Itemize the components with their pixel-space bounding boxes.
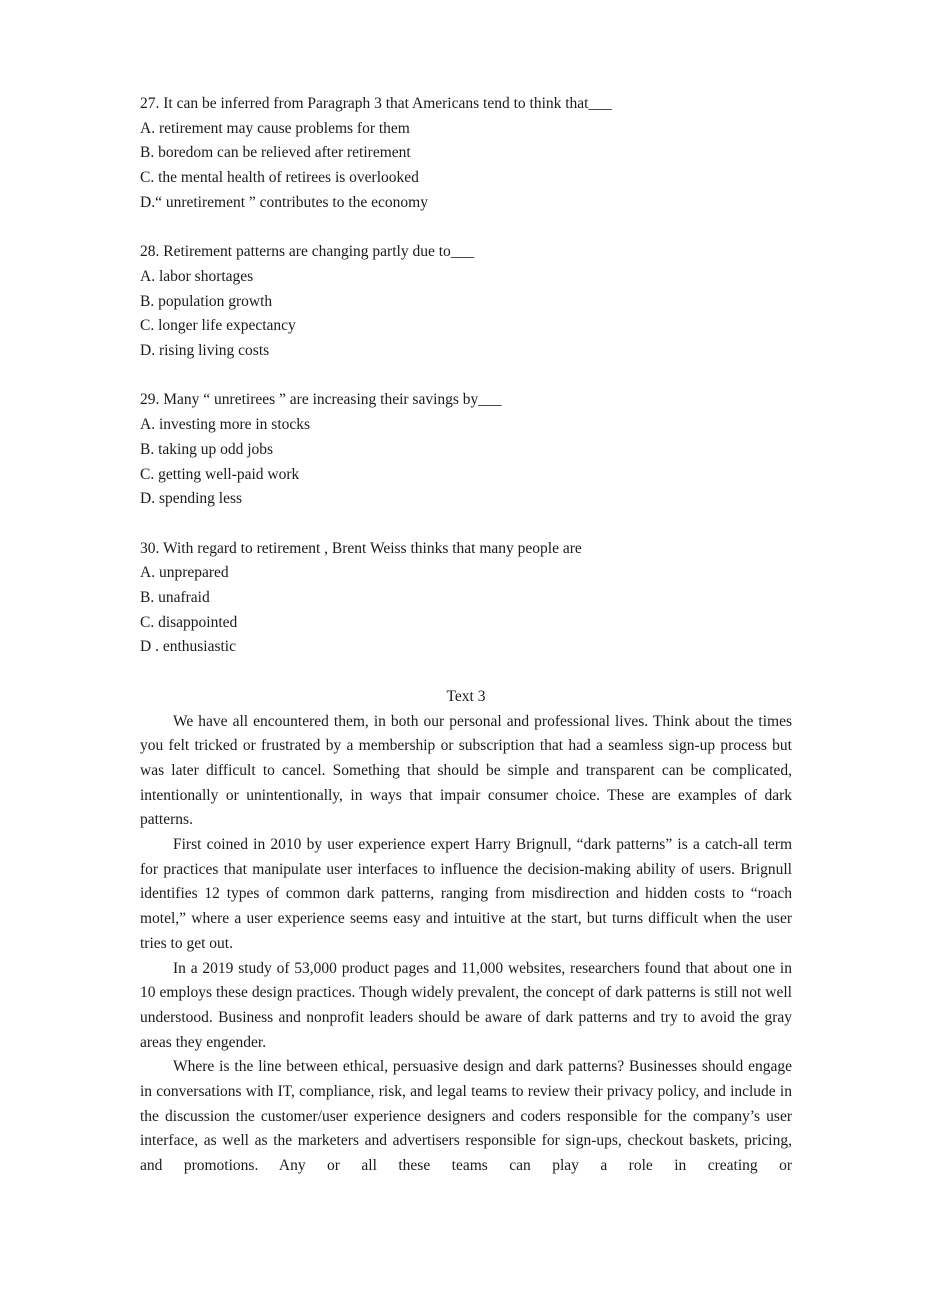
- question-30: [140, 537, 792, 661]
- question-option: C. longer life expectancy: [140, 317, 296, 335]
- question-option: B. unafraid: [140, 589, 210, 607]
- passage-paragraph: Where is the line between ethical, persuasive design and dark patterns? Businesses should engage in conversations with IT, compliance, risk, and legal teams to review their privacy policy, and include in the discussion the customer/user experience designers and coders responsible for the company’s user interface, as well as the marketers and advertisers responsible for sign-ups, checkout baskets, pricing, and promotions. Any or all these teams can play a role in creating or: [140, 1058, 792, 1175]
- question-28: [140, 240, 792, 364]
- question-stem: 27. It can be inferred from Paragraph 3 that Americans tend to think that___: [140, 95, 612, 112]
- question-option: B. taking up odd jobs: [140, 440, 274, 458]
- question-option: C. getting well-paid work: [140, 465, 300, 483]
- question-option: A. labor shortages: [140, 267, 254, 285]
- passage-paragraph: We have all encountered them, in both our personal and professional lives. Think about the times you felt tricked or frustrated by a membership or subscription that had a seamless sign-up process but was later difficult to cancel. Something that should be simple and transparent can be complicated, intentionally or unintentionally, in ways that impair consumer choice. These are examples of dark patterns.: [140, 712, 792, 829]
- question-option: D.“ unretirement ” contributes to the economy: [140, 193, 428, 211]
- question-option: D. spending less: [140, 490, 243, 508]
- question-stem: 28. Retirement patterns are changing partly due to___: [140, 243, 475, 261]
- question-option: D. rising living costs: [140, 342, 270, 360]
- question-option: B. boredom can be relieved after retirement: [140, 144, 411, 162]
- question-stem: 30. With regard to retirement , Brent Weiss thinks that many people are: [140, 539, 582, 557]
- question-option: C. disappointed: [140, 613, 238, 631]
- question-option: A. unprepared: [140, 564, 229, 582]
- question-option: A. investing more in stocks: [140, 416, 311, 434]
- question-option: C. the mental health of retirees is overlooked: [140, 169, 419, 187]
- question-stem: 29. Many “ unretirees ” are increasing their savings by___: [140, 391, 502, 409]
- passage-title: Text 3: [446, 687, 486, 705]
- document-page: [140, 92, 792, 1179]
- passage-paragraph: First coined in 2010 by user experience expert Harry Brignull, “dark patterns” is a catch-all term for practices that manipulate user interfaces to influence the decision-making ability of users. Brignull identifies 12 types of common dark patterns, ranging from misdirection and hidden costs to “roach motel,” where a user experience seems easy and intuitive at the start, but turns difficult when the user tries to get out.: [140, 836, 792, 952]
- question-option: D . enthusiastic: [140, 638, 236, 656]
- question-27: [140, 92, 792, 216]
- question-29: [140, 388, 792, 512]
- question-option: B. population growth: [140, 292, 273, 310]
- passage-paragraph: In a 2019 study of 53,000 product pages and 11,000 websites, researchers found that about one in 10 employs these design practices. Though widely prevalent, the concept of dark patterns is still not well understood. Business and nonprofit leaders should be aware of dark patterns and try to avoid the gray areas they engender.: [140, 959, 792, 1051]
- question-option: A. retirement may cause problems for them: [140, 119, 410, 137]
